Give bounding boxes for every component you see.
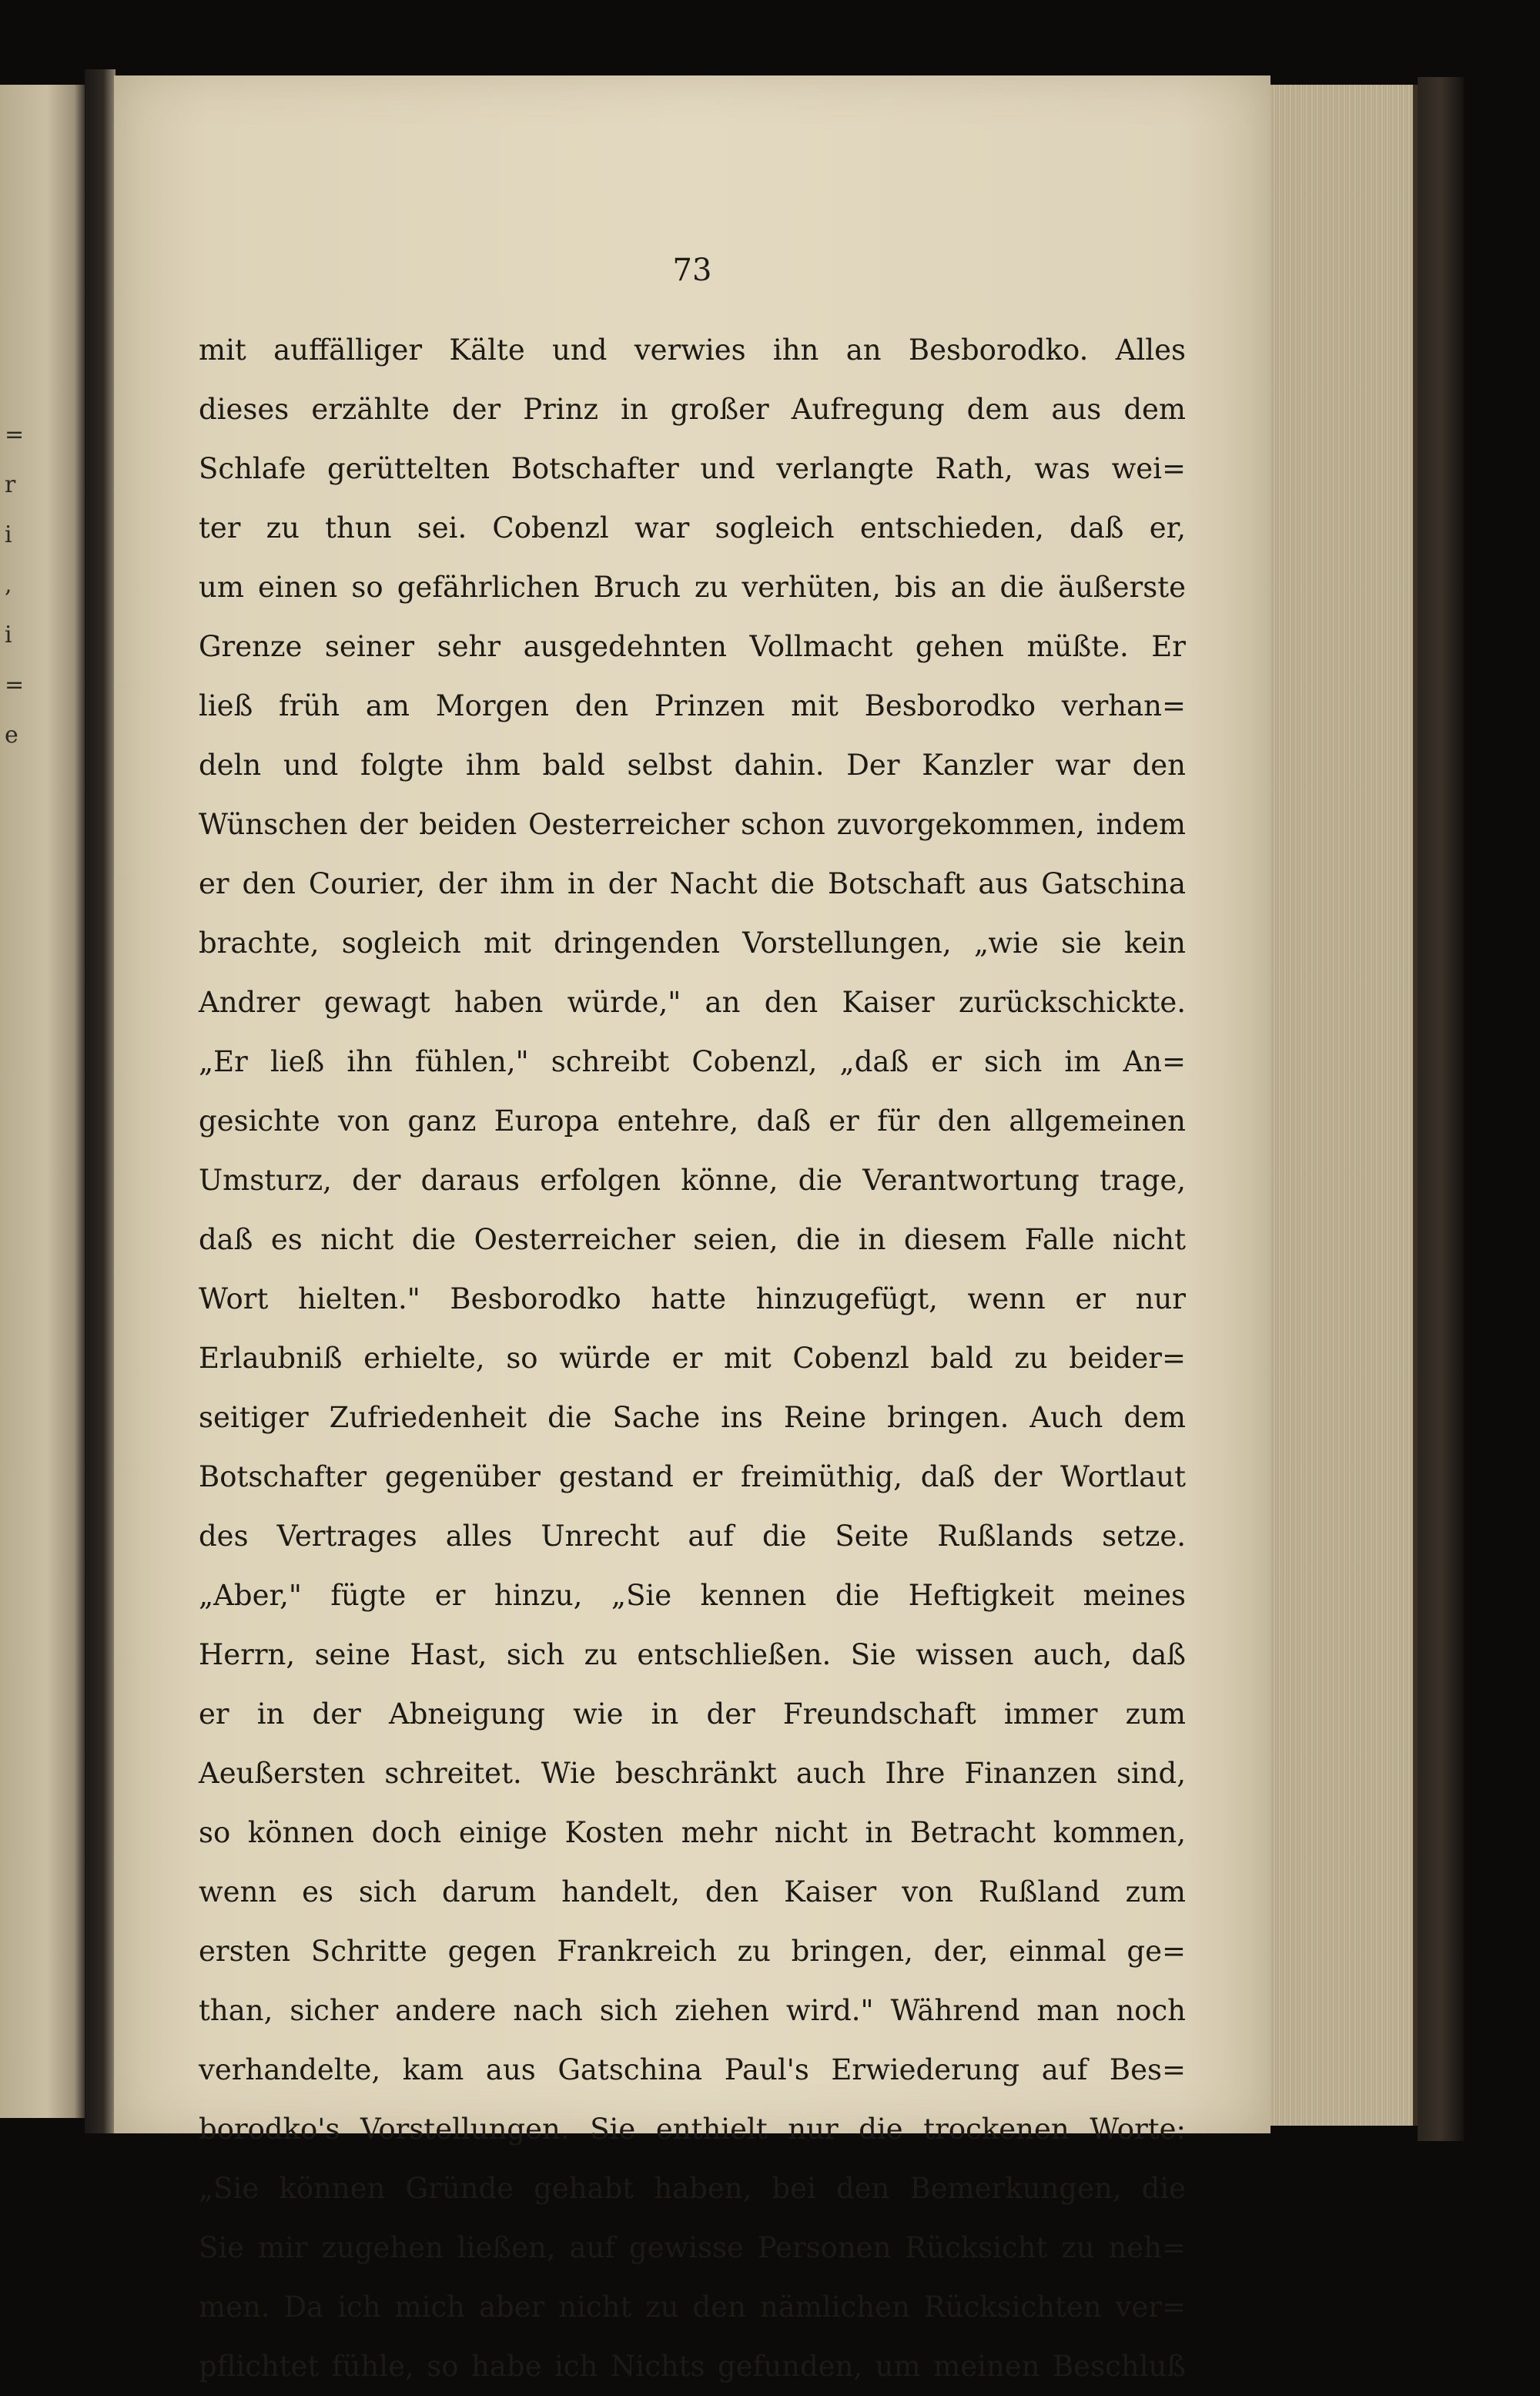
fragment: i xyxy=(5,622,12,648)
text-line: Aeußersten schreitet. Wie beschränkt auch Ihre Finanzen sind, xyxy=(199,1757,1186,1790)
text-line: mit auffälliger Kälte und verwies ihn an Besborodko. Alles xyxy=(199,333,1186,367)
book-cover xyxy=(1418,77,1464,2141)
text-line: Wünschen der beiden Oesterreicher schon zuvorgekommen, indem xyxy=(199,808,1186,841)
fragment: = xyxy=(5,421,25,448)
text-line: Botschafter gegenüber gestand er freimüthig, daß der Wortlaut xyxy=(199,1460,1186,1493)
text-line: daß es nicht die Oesterreicher seien, die in diesem Falle nicht xyxy=(199,1223,1186,1256)
text-line: Erlaubniß erhielte, so würde er mit Cobenzl bald zu beider= xyxy=(199,1342,1186,1375)
text-line: seitiger Zufriedenheit die Sache ins Reine bringen. Auch dem xyxy=(199,1401,1186,1434)
text-line: Wort hielten." Besborodko hatte hinzugefügt, wenn er nur xyxy=(199,1282,1186,1315)
text-line: verhandelte, kam aus Gatschina Paul's Erwiederung auf Bes= xyxy=(199,2053,1186,2086)
text-line: men. Da ich mich aber nicht zu den nämlichen Rücksichten ver= xyxy=(199,2290,1186,2324)
text-line: „Sie können Gründe gehabt haben, bei den Bemerkungen, die xyxy=(199,2172,1186,2205)
body-text xyxy=(199,320,1186,2396)
text-line: gesichte von ganz Europa entehre, daß er für den allgemeinen xyxy=(199,1104,1186,1138)
fragment: r xyxy=(5,471,16,498)
text-line: deln und folgte ihm bald selbst dahin. Der Kanzler war den xyxy=(199,749,1186,782)
text-line: than, sicher andere nach sich ziehen wird." Während man noch xyxy=(199,1994,1186,2027)
text-line: dieses erzählte der Prinz in großer Aufregung dem aus dem xyxy=(199,393,1186,426)
fragment: = xyxy=(5,672,25,699)
text-line: wenn es sich darum handelt, den Kaiser von Rußland zum xyxy=(199,1875,1186,1908)
text-line: ter zu thun sei. Cobenzl war sogleich entschieden, daß er, xyxy=(199,511,1186,545)
text-line: so können doch einige Kosten mehr nicht in Betracht kommen, xyxy=(199,1816,1186,1849)
text-line: er den Courier, der ihm in der Nacht die Botschaft aus Gatschina xyxy=(199,867,1186,900)
text-line: Schlafe gerüttelten Botschafter und verlangte Rath, was wei= xyxy=(199,452,1186,485)
text-line: ersten Schritte gegen Frankreich zu bringen, der, einmal ge= xyxy=(199,1935,1186,1968)
book-gutter xyxy=(85,69,116,2133)
text-line: Grenze seiner sehr ausgedehnten Vollmacht gehen müßte. Er xyxy=(199,630,1186,663)
text-line: brachte, sogleich mit dringenden Vorstellungen, „wie sie kein xyxy=(199,927,1186,960)
text-line: des Vertrages alles Unrecht auf die Seite Rußlands setze. xyxy=(199,1520,1186,1553)
fragment: i xyxy=(5,521,12,548)
page-edges xyxy=(1270,85,1418,2126)
page-number: 73 xyxy=(672,253,712,288)
text-line: er in der Abneigung wie in der Freundschaft immer zum xyxy=(199,1697,1186,1731)
text-line: pflichtet fühle, so habe ich Nichts gefunden, um meinen Beschluß xyxy=(199,2350,1186,2383)
left-page-fragments xyxy=(5,421,25,774)
text-line: borodko's Vorstellungen. Sie enthielt nur die trockenen Worte: xyxy=(199,2113,1186,2146)
text-line: um einen so gefährlichen Bruch zu verhüten, bis an die äußerste xyxy=(199,571,1186,604)
text-line: „Er ließ ihn fühlen," schreibt Cobenzl, „daß er sich im An= xyxy=(199,1045,1186,1078)
right-page xyxy=(114,75,1270,2383)
fragment: , xyxy=(5,571,12,598)
left-page-edge xyxy=(0,85,85,2118)
text-line: Umsturz, der daraus erfolgen könne, die Verantwortung trage, xyxy=(199,1164,1186,1197)
text-line: Sie mir zugehen ließen, auf gewisse Personen Rücksicht zu neh= xyxy=(199,2231,1186,2264)
text-line: Andrer gewagt haben würde," an den Kaiser zurückschickte. xyxy=(199,986,1186,1019)
text-line: Herrn, seine Hast, sich zu entschließen. Sie wissen auch, daß xyxy=(199,1638,1186,1671)
text-line: „Aber," fügte er hinzu, „Sie kennen die Heftigkeit meines xyxy=(199,1579,1186,1612)
text-line: ließ früh am Morgen den Prinzen mit Besborodko verhan= xyxy=(199,689,1186,722)
fragment: e xyxy=(5,722,18,749)
